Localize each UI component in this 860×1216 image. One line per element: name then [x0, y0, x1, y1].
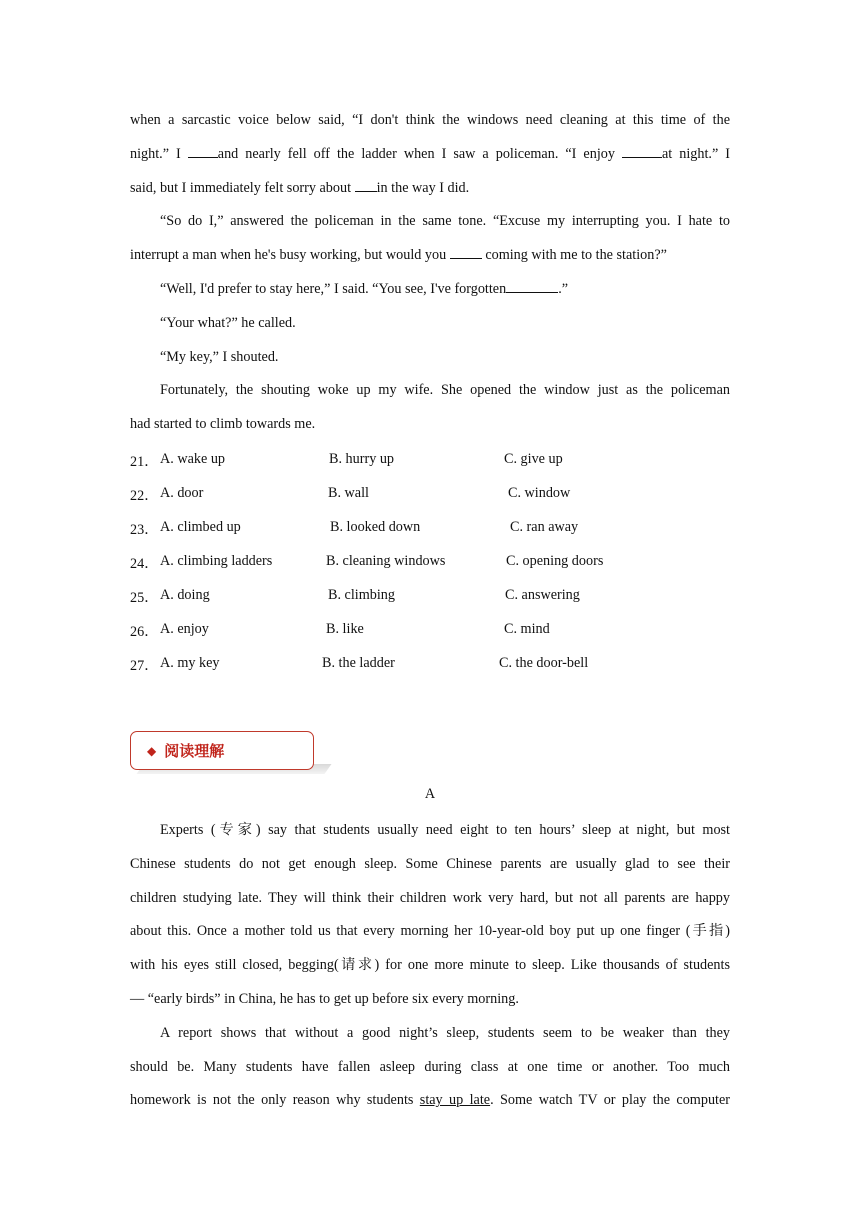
- question-number: 23．: [130, 522, 159, 538]
- text: said, but I immediately felt sorry about: [130, 179, 355, 196]
- text: coming with me to the station?”: [481, 247, 667, 264]
- answer-blank: [506, 280, 558, 293]
- option-a: A. door: [160, 485, 204, 501]
- passage-line: [130, 408, 730, 442]
- text: .”: [558, 280, 569, 297]
- text: — “early birds” in China, he has to get up before six every morning.: [130, 990, 519, 1007]
- question-number: 21．: [130, 454, 159, 470]
- answer-blank: [188, 145, 218, 158]
- option-b: B. wall: [328, 485, 369, 501]
- passage-line: [130, 341, 730, 375]
- passage-line: [130, 104, 730, 138]
- option-c: C. window: [508, 485, 571, 501]
- option-c: C. give up: [504, 451, 563, 467]
- text: Experts (专家) say that students usually need eight to ten hours’ sleep at night, but most: [160, 822, 730, 838]
- cloze-passage: [130, 104, 730, 442]
- answer-blank: [622, 145, 662, 158]
- option-b: B. like: [326, 621, 364, 637]
- section-heading-label: [147, 740, 224, 761]
- passage-line: [130, 205, 730, 239]
- option-b: B. cleaning windows: [326, 553, 446, 569]
- underlined-phrase: stay up late: [419, 1092, 491, 1109]
- text: had started to climb towards me.: [130, 416, 316, 433]
- section-heading: [130, 731, 314, 770]
- question-number: 26．: [130, 624, 159, 640]
- option-c: C. the door-bell: [499, 655, 589, 671]
- diamond-icon: ◆: [147, 744, 157, 758]
- passage-line: [130, 882, 730, 916]
- text: about this. Once a mother told us that every morning her 10-year-old boy put up one finger (手指): [130, 923, 730, 940]
- answer-blank: [355, 179, 377, 192]
- passage-line: [130, 239, 730, 273]
- answer-blank: [450, 246, 482, 259]
- option-a: A. my key: [160, 655, 220, 671]
- question-number: 25．: [130, 590, 159, 606]
- passage-line: [130, 848, 730, 882]
- text: interrupt a man when he's busy working, but would you: [130, 247, 450, 264]
- option-b: B. the ladder: [322, 655, 395, 671]
- text: A report shows that without a good night’s sleep, students seem to be weaker than they: [160, 1024, 730, 1041]
- text: at night.” I: [661, 145, 730, 162]
- option-c: C. mind: [504, 621, 550, 637]
- passage-line: [130, 1084, 730, 1118]
- text: “Your what?” he called.: [160, 314, 296, 331]
- option-c: C. opening doors: [506, 553, 604, 569]
- text: “My key,” I shouted.: [160, 348, 279, 365]
- passage-line: [130, 138, 730, 172]
- text: “Well, I'd prefer to stay here,” I said. “You see, I've forgotten: [160, 280, 507, 297]
- option-a: A. climbing ladders: [160, 553, 273, 569]
- text: night.” I: [130, 145, 188, 162]
- text: and nearly fell off the ladder when I saw a policeman. “I enjoy: [217, 145, 622, 162]
- text: with his eyes still closed, begging(请求) for one more minute to sleep. Like thousands of students: [130, 957, 730, 974]
- section-title: 阅读理解: [164, 742, 225, 760]
- text: . Some watch TV or play the computer: [490, 1092, 730, 1109]
- passage-line: [130, 172, 730, 206]
- question-number: 27．: [130, 658, 159, 674]
- text: “So do I,” answered the policeman in the same tone. “Excuse my interrupting you. I hate to: [160, 213, 730, 230]
- reading-passage: [130, 814, 730, 1118]
- passage-line: [130, 1017, 730, 1051]
- text: homework is not the only reason why students: [130, 1092, 420, 1109]
- passage-line: [130, 307, 730, 341]
- passage-line: [130, 949, 730, 983]
- passage-line: [130, 983, 730, 1017]
- option-a: A. wake up: [160, 451, 226, 467]
- option-a: A. doing: [160, 587, 210, 603]
- option-b: B. climbing: [328, 587, 395, 603]
- option-a: A. enjoy: [160, 621, 209, 637]
- passage-line: [130, 915, 730, 949]
- text: Fortunately, the shouting woke up my wife. She opened the window just as the policeman: [160, 382, 730, 399]
- option-c: C. ran away: [510, 519, 579, 535]
- option-a: A. climbed up: [160, 519, 241, 535]
- option-b: B. looked down: [330, 519, 421, 535]
- text: children studying late. They will think their children work very hard, but not all parents are happy: [130, 889, 730, 906]
- option-b: B. hurry up: [329, 451, 395, 467]
- passage-line: [130, 374, 730, 408]
- text: should be. Many students have fallen asleep during class at one time or another. Too much: [130, 1058, 730, 1075]
- question-number: 24．: [130, 556, 159, 572]
- passage-line: [130, 1051, 730, 1085]
- text: in the way I did.: [376, 179, 470, 196]
- section-letter: A: [424, 786, 436, 802]
- text: when a sarcastic voice below said, “I don't think the windows need cleaning at this time of the: [130, 112, 730, 128]
- passage-line: [130, 814, 730, 848]
- passage-line: [130, 273, 730, 307]
- text: Chinese students do not get enough sleep. Some Chinese parents are usually glad to see their: [130, 855, 730, 872]
- question-number: 22．: [130, 488, 159, 504]
- option-c: C. answering: [505, 587, 580, 603]
